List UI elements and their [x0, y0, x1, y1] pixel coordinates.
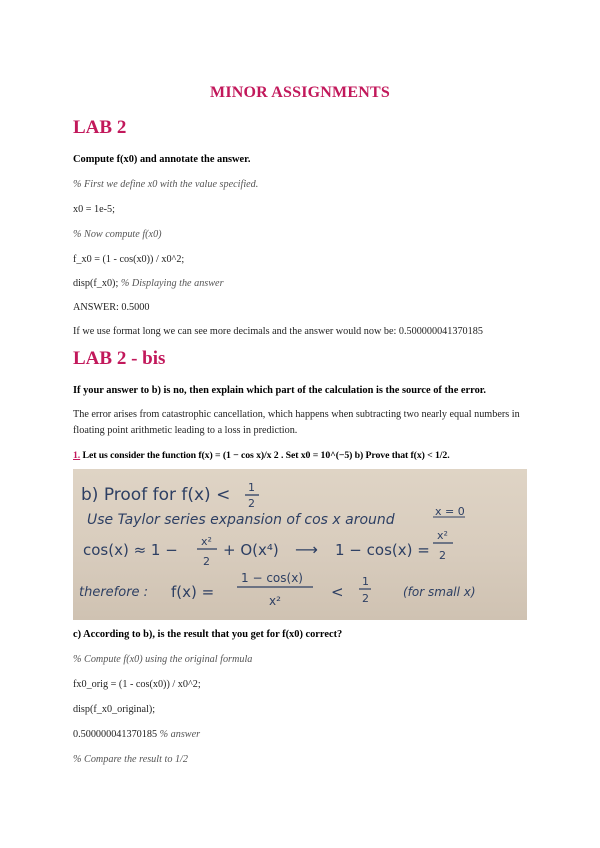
code-line: disp(f_x0_original);	[73, 704, 156, 715]
hw-line-3-rhs: 1 − cos(x) =	[335, 541, 430, 559]
result-value: 0.500000041370185	[73, 729, 158, 740]
question-c: c) According to b), is the result that you get for f(x0) correct?	[73, 629, 343, 640]
hw-2-den-2: 2	[439, 549, 446, 562]
lab2bis-question: If your answer to b) is no, then explain which part of the calculation is the source of the error.	[73, 385, 487, 396]
hw-fx: f(x) =	[171, 583, 215, 601]
hw-line-2: Use Taylor series expansion of cos x around	[87, 512, 395, 528]
handwriting-drawing	[73, 469, 527, 620]
code-line: fx0_orig = (1 - cos(x0)) / x0^2;	[73, 679, 201, 690]
hw-line-1: b) Proof for f(x) <	[81, 485, 231, 505]
hw-line-3-lhs: cos(x) ≈ 1 −	[83, 541, 178, 559]
item-number: 1.	[73, 450, 81, 461]
handwritten-proof-photo	[73, 469, 527, 620]
hw-small-x-note: (for small x)	[403, 585, 476, 599]
hw-frac-num: 1	[248, 481, 255, 494]
code-line: x0 = 1e-5;	[73, 204, 115, 215]
hw-around-x0: x = 0	[435, 505, 465, 518]
format-long-note: If we use format long we can see more decimals and the answer would now be: 0.500000041370185	[73, 326, 483, 337]
hw-big-o: + O(x⁴)	[223, 541, 279, 559]
item-text: Let us consider the function f(x) = (1 − cos x)/x 2 . Set x0 = 10^(−5) b) Prove that f(x) < 1/2.	[80, 450, 450, 461]
lab2-heading: LAB 2	[73, 117, 127, 138]
hw-x2-num-2: x²	[437, 529, 448, 542]
hw-frac-den: 2	[248, 497, 255, 510]
document-title: MINOR ASSIGNMENTS	[210, 84, 390, 101]
code-text: disp(f_x0);	[73, 278, 119, 289]
error-explanation: The error arises from catastrophic cancellation, which happens when subtracting two nearly equal numbers in floating point arithmetic leading to a loss in prediction.	[73, 409, 520, 436]
code-line-disp	[73, 278, 224, 289]
code-comment: % Compare the result to 1/2	[73, 754, 188, 765]
answer-line: ANSWER: 0.5000	[73, 302, 150, 313]
code-comment: % Now compute f(x0)	[73, 229, 162, 240]
hw-den: x²	[269, 594, 281, 608]
hw-therefore: therefore :	[79, 585, 149, 600]
lab2bis-heading: LAB 2 - bis	[73, 348, 166, 369]
inline-comment: % answer	[159, 729, 201, 740]
lab2-question: Compute f(x0) and annotate the answer.	[73, 154, 251, 165]
hw-x2-num: x²	[201, 535, 212, 548]
hw-2-den: 2	[203, 555, 210, 568]
hw-less-than: <	[331, 583, 344, 601]
result-line	[73, 729, 200, 740]
hw-half-den: 2	[362, 592, 369, 605]
inline-comment: % Displaying the answer	[120, 278, 224, 289]
code-comment: % First we define x0 with the value specified.	[73, 179, 259, 190]
hw-half-num: 1	[362, 575, 369, 588]
hw-arrow: ⟶	[295, 540, 318, 559]
item-1	[73, 450, 450, 461]
code-comment: % Compute f(x0) using the original formula	[73, 654, 253, 665]
hw-num: 1 − cos(x)	[241, 571, 303, 585]
code-line: f_x0 = (1 - cos(x0)) / x0^2;	[73, 254, 185, 265]
